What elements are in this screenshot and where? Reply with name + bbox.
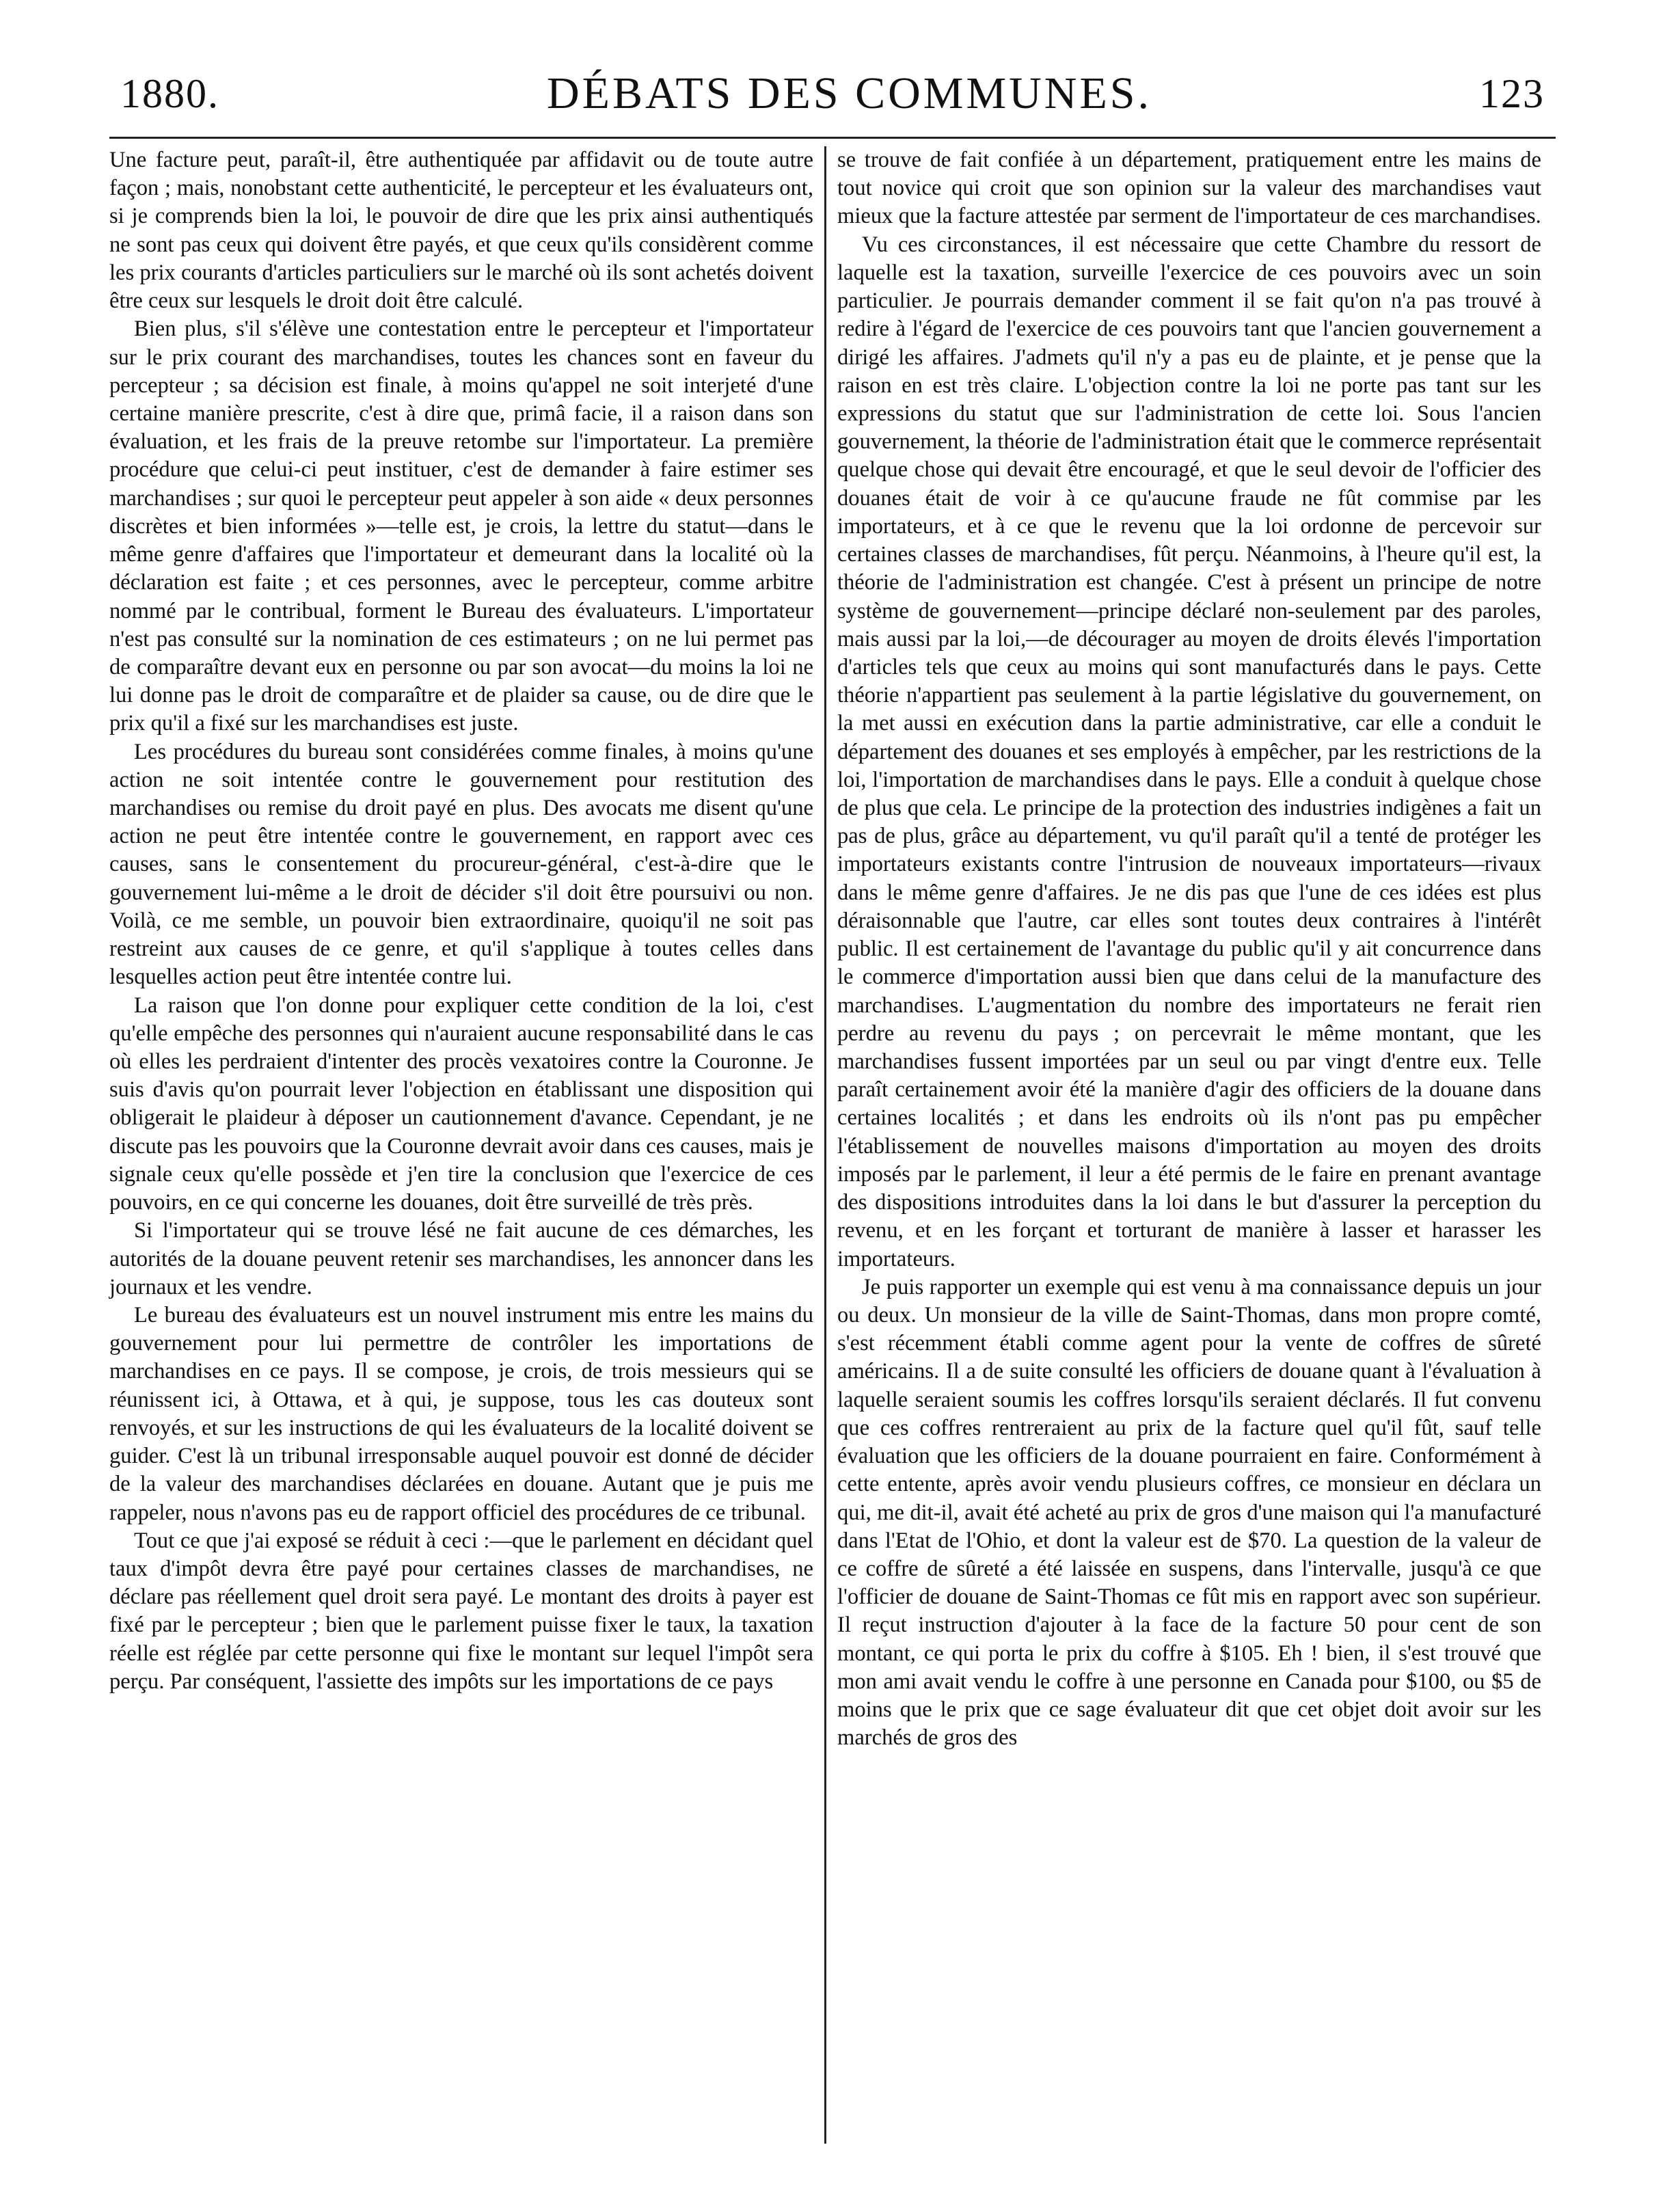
header-title: DÉBATS DES COMMUNES. — [547, 68, 1152, 118]
header-page-number: 123 — [1479, 70, 1545, 116]
paragraph: La raison que l'on donne pour expliquer cette condition de la loi, c'est qu'elle empêche des personnes qui n'auraient aucune responsabilité dans le cas où elles les perdraient d'intenter des procès vexatoires contre la Couronne. Je suis d'avis qu'on pourrait lever l'objection en établissant une disposition qui obligerait le plaideur à déposer un cautionnement d'avance. Cependant, je ne discute pas les pouvoirs que la Couronne devrait avoir dans ces causes, mais je signale ceux qu'elle possède et j'en tire la conclusion que l'exercice de ces pouvoirs, en ce qui concerne les douanes, doit être surveillé de très près. — [109, 993, 813, 1215]
paragraph: Le bureau des évaluateurs est un nouvel instrument mis entre les mains du gouvernement pour lui permettre de contrôler les importations de marchandises en ce pays. Il se compose, je crois, de trois messieurs qui se réunissent ici, à Ottawa, et à qui, je suppose, tous les cas douteux sont renvoyés, et sur les instructions de qui les évaluateurs de la localité doivent se guider. C'est là un tribunal irresponsable auquel pouvoir est donné de décider de la valeur des marchandises déclarées en douane. Autant que je puis me rappeler, nous n'avons pas eu de rapport officiel des procédures de ce tribunal. — [109, 1302, 813, 1525]
paragraph: se trouve de fait confiée à un département, pratiquement entre les mains de tout novice qui croit que son opinion sur la valeur des marchandises vaut mieux que la facture attestée par serment de l'importateur de ces marchandises. — [837, 148, 1541, 229]
header-year: 1880. — [120, 70, 219, 116]
paragraph: Bien plus, s'il s'élève une contestation entre le percepteur et l'importateur sur le prix courant des marchandises, toutes les chances sont en faveur du percepteur ; sa décision est finale, à moins qu'appel ne soit interjeté d'une certaine manière prescrite, c'est à dire que, primâ facie, il a raison dans son évaluation, et les frais de la preuve retombe sur l'importateur. La première procédure que celui-ci peut instituer, c'est de demander à faire estimer ses marchandises ; sur quoi le percepteur peut appeler à son aide « deux personnes discrètes et bien informées »—telle est, je crois, la lettre du statut—dans le même genre d'affaires que l'importateur et demeurant dans la localité où la déclaration est faite ; et ces personnes, avec le percepteur, comme arbitre nommé par le contribual, forment le Bureau des évaluateurs. L'importateur n'est pas consulté sur la nomination de ces estimateurs ; on ne lui permet pas de comparaître devant eux en personne ou par son avocat—du moins la loi ne lui donne pas le droit de comparaître et de plaider sa cause, ou de dire que le prix qu'il a fixé sur les marchandises est juste. — [109, 316, 813, 736]
right-column — [826, 146, 1541, 2144]
paragraph: Tout ce que j'ai exposé se réduit à ceci :—que le parlement en décidant quel taux d'impôt devra être payé pour certaines classes de marchandises, ne déclare pas réellement quel droit sera payé. Le montant des droits à payer est fixé par le percepteur ; bien que le parlement puisse fixer le taux, la taxation réelle est réglée par cette personne qui fixe le montant sur lequel l'impôt sera perçu. Par conséquent, l'assiette des impôts sur les importations de ce pays — [109, 1528, 813, 1694]
paragraph: Une facture peut, paraît-il, être authentiquée par affidavit ou de toute autre façon ; mais, nonobstant cette authenticité, le percepteur et les évaluateurs ont, si je comprends bien la loi, le pouvoir de dire que les prix ainsi authentiqués ne sont pas ceux qui doivent être payés, et que ceux qu'ils considèrent comme les prix courants d'articles particuliers sur le marché où ils sont achetés doivent être ceux sur lesquels le droit doit être calculé. — [109, 148, 813, 314]
left-column — [109, 146, 824, 2144]
header-rule — [109, 137, 1556, 139]
text-columns — [109, 146, 1556, 2144]
paragraph: Les procédures du bureau sont considérées comme finales, à moins qu'une action ne soit intentée contre le gouvernement pour restitution des marchandises ou remise du droit payé en plus. Des avocats me disent qu'une action ne peut être intentée contre le gouvernement, en rapport avec ces causes, sans le consentement du procureur-général, c'est-à-dire que le gouvernement lui-même a le droit de décider s'il doit être poursuivi ou non. Voilà, ce me semble, un pouvoir bien extraordinaire, quoiqu'il ne soit pas restreint aux causes de ce genre, et qu'il s'applique à toutes celles dans lesquelles action peut être intentée contre lui. — [109, 739, 813, 990]
paragraph: Si l'importateur qui se trouve lésé ne fait aucune de ces démarches, les autorités de la douane peuvent retenir ses marchandises, les annoncer dans les journaux et les vendre. — [109, 1218, 813, 1299]
paragraph: Je puis rapporter un exemple qui est venu à ma connaissance depuis un jour ou deux. Un monsieur de la ville de Saint-Thomas, dans mon propre comté, s'est récemment établi comme agent pour la vente de coffres de sûreté américains. Il a de suite consulté les officiers de douane quant à l'évaluation à laquelle seraient soumis les coffres lorsqu'ils seraient déclarés. Il fut convenu que ces coffres rentreraient au prix de la facture quel qu'il fût, sauf telle évaluation que les officiers de la douane pourraient en faire. Conformément à cette entente, après avoir vendu plusieurs coffres, ce monsieur en déclara un qui, me dit-il, avait été acheté au prix de gros d'une maison qui l'a manufacturé dans l'Etat de l'Ohio, et dont la valeur est de $70. La question de la valeur de ce coffre de sûreté a été laissée en suspens, dans l'intervalle, jusqu'à ce que l'officier de douane de Saint-Thomas ce fût mis en rapport avec son supérieur. Il reçut instruction d'ajouter à la face de la facture 50 pour cent de son montant, ce qui porta le prix du coffre à $105. Eh ! bien, il s'est trouvé que mon ami avait vendu le coffre à une personne en Canada pour $100, ou $5 de moins que le prix que ce sage évaluateur dit que cet objet doit avoir sur les marchés de gros des — [837, 1274, 1541, 1751]
paragraph: Vu ces circonstances, il est nécessaire que cette Chambre du ressort de laquelle est la taxation, surveille l'exercice de ces pouvoirs avec un soin particulier. Je pourrais demander comment il se fait qu'on n'a pas trouvé à redire à l'égard de l'exercice de ces pouvoirs tant que l'ancien gouvernement a dirigé les affaires. J'admets qu'il n'y a pas eu de plainte, et je pense que la raison en est très claire. L'objection contre la loi ne porte pas tant sur les expressions du statut que sur l'administration de cette loi. Sous l'ancien gouvernement, la théorie de l'administration était que le commerce représentait quelque chose qui devait être encouragé, et que le seul devoir de l'officier des douanes était de voir à ce qu'aucune fraude ne fût commise par les importateurs, et à ce que le revenu que la loi ordonne de percevoir sur certaines classes de marchandises, fût perçu. Néanmoins, à l'heure qu'il est, la théorie de l'administration est changée. C'est à présent un principe de notre système de gouvernement—principe déclaré non-seulement par des paroles, mais aussi par la loi,—de décourager au moyen de droits élevés l'importation d'articles tels que ceux au moins qui sont manufacturés dans le pays. Cette théorie n'appartient pas seulement à la partie législative du gouvernement, on la met aussi en exécution dans la partie administrative, car elle a conduit le département des douanes et ses employés à empêcher, par les restrictions de la loi, l'importation de marchandises dans le pays. Elle a conduit à quelque chose de plus que cela. Le principe de la protection des industries indigènes a fait un pas de plus, grâce au département, vu qu'il paraît qu'il a tenté de protéger les importateurs existants contre l'intrusion de nouveaux importateurs—rivaux dans le même genre d'affaires. Je ne dis pas que l'une de ces idées est plus déraisonnable que l'autre, car elles sont toutes deux contraires à l'intérêt public. Il est certainement de l'avantage du public qu'il y ait concurrence dans le commerce d'importation aussi bien que dans celui de la manufacture des marchandises. L'augmentation du nombre des importateurs ne ferait rien perdre au revenu du pays ; on percevrait le même montant, que les marchandises fussent importées par un seul ou par vingt d'entre eux. Telle paraît certainement avoir été la manière d'agir des officiers de la douane dans certaines localités ; et dans les endroits où ils n'ont pas pu empêcher l'établissement de nouvelles maisons d'importation au moyen des droits imposés par le parlement, il leur a été permis de le faire en prenant avantage des dispositions introduites dans la loi dans le but d'assurer la perception du revenu, et en les forçant et torturant de manière à lasser et harasser les importateurs. — [837, 232, 1541, 1271]
page-header — [120, 63, 1545, 124]
